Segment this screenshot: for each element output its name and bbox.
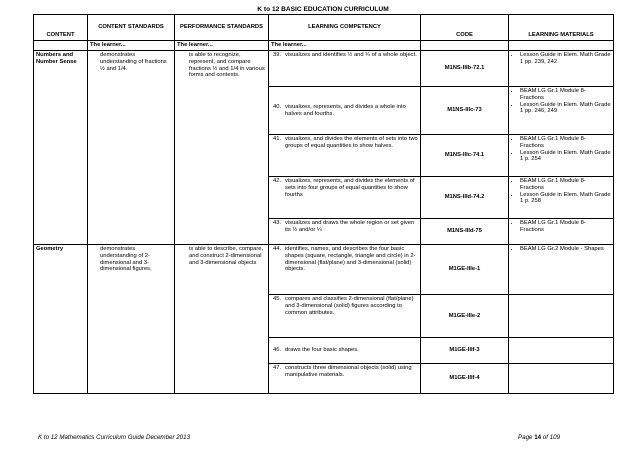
competency-text: visualizes and identifies ½ and ¼ of a whole object.: [285, 52, 417, 58]
header-row: [34, 15, 614, 41]
competency-text: visualizes, represents, and divides a whole into halves and fourths.: [285, 103, 406, 117]
materials-cell: [509, 364, 614, 394]
code-cell: M1NS-IIIc-74.1: [421, 135, 509, 177]
header-content: CONTENT: [34, 15, 88, 41]
header-code: CODE: [421, 15, 509, 41]
material-item: • Lesson Guide in Elem. Math Grade 1 p. 254: [520, 150, 611, 164]
materials-cell: [509, 87, 614, 135]
header-performance-standards: PERFORMANCE STANDARDS: [175, 15, 269, 41]
competency-cell: [269, 177, 421, 219]
header-learning-competency: LEARNING COMPETENCY: [269, 15, 421, 41]
competency-text: constructs three dimensional objects (solid) using manipulative materials.: [285, 365, 412, 378]
competency-number: 47.: [273, 365, 282, 371]
content-standard-cell: demonstrates understanding of fractions ½ and 1/4.: [88, 51, 175, 245]
performance-standard-cell: is able to describe, compare, and construct 2-dimensional and 3-dimensional objects: [175, 245, 269, 394]
materials-cell: [509, 177, 614, 219]
code-cell: M1NS-IIId-75: [421, 219, 509, 245]
competency-number: 39.: [273, 52, 282, 58]
code-cell: M1GE-IIIe-1: [421, 245, 509, 295]
material-item: • BEAM LG Gr.1 Module 8- Fractions: [520, 220, 611, 234]
learner-blank: [34, 41, 88, 51]
competency-cell: [269, 135, 421, 177]
competency-cell: [269, 219, 421, 245]
material-item: • BEAM LG Gr.1 Module 8- Fractions: [520, 88, 611, 102]
code-cell: M1NS-IIId-74.2: [421, 177, 509, 219]
learner-cs: The learner...: [88, 41, 175, 51]
material-item: • Lesson Guide in Elem. Math Grade 1 pp. 239, 242: [520, 52, 611, 66]
code-cell: M1GE-IIIe-2: [421, 295, 509, 338]
code-cell: M1GE-IIIf-4: [421, 364, 509, 394]
material-item: • BEAM LG Gr.1 Module 8- Fractions: [520, 136, 611, 150]
competency-number: 44.: [273, 246, 282, 252]
page-num: 14: [534, 434, 542, 441]
learner-code-blank: [421, 41, 509, 51]
material-item: • Lesson Guide in Elem. Math Grade 1 p. 258: [520, 192, 611, 206]
materials-cell: [509, 51, 614, 87]
competency-number: 41.: [273, 136, 282, 142]
competency-cell: [269, 87, 421, 135]
competency-cell: [269, 364, 421, 394]
competency-text: visualizes and draws the whole region or set given its ½ and/or ¼: [285, 220, 415, 233]
table-row: [34, 245, 614, 295]
competency-cell: [269, 338, 421, 364]
performance-standard-cell: is able to recognize, represent, and compare fractions ½ and 1/4 in various forms and contexts.: [175, 51, 269, 245]
competency-text: compares and classifies 2-dimensional (flat/plane) and 3-dimensional (solid) figures according to common attributes.: [285, 296, 414, 316]
material-item: • BEAM LG Gr.2 Module - Shapes: [520, 246, 611, 253]
content-cell: Geometry: [34, 245, 88, 394]
table-row: [34, 51, 614, 87]
competency-number: 40.: [273, 103, 282, 110]
code-cell: M1NS-IIIb-72.1: [421, 51, 509, 87]
page-of: of 109: [542, 434, 561, 441]
header-content-standards: CONTENT STANDARDS: [88, 15, 175, 41]
content-standard-cell: demonstrates understanding of 2-dimensional and 3-dimensional figures.: [88, 245, 175, 394]
learner-row: [34, 41, 614, 51]
materials-cell: [509, 219, 614, 245]
page-label: Page: [518, 434, 533, 441]
competency-number: 43.: [273, 220, 282, 226]
material-item: • Lesson Guide in Elem. Math Grade 1 pp. 246, 249: [520, 102, 611, 116]
document-title: K to 12 BASIC EDUCATION CURRICULUM: [257, 6, 389, 13]
code-cell: M1NS-IIIc-73: [421, 87, 509, 135]
competency-text: draws the four basic shapes.: [285, 347, 359, 354]
learner-ps: The learner...: [175, 41, 269, 51]
materials-cell: [509, 295, 614, 338]
footer-guide-title: K to 12 Mathematics Curriculum Guide December 2013: [38, 434, 191, 441]
code-cell: M1GE-IIIf-3: [421, 338, 509, 364]
competency-cell: [269, 245, 421, 295]
content-cell: Numbers and Number Sense: [34, 51, 88, 245]
competency-cell: [269, 295, 421, 338]
learner-lc: The learner...: [269, 41, 421, 51]
header-learning-materials: LEARNING MATERIALS: [509, 15, 614, 41]
competency-cell: [269, 51, 421, 87]
competency-text: visualizes, represents, and divides the elements of sets into four groups of equal quantities to show fourths: [285, 178, 415, 198]
competency-number: 42.: [273, 178, 282, 184]
materials-cell: [509, 135, 614, 177]
material-item: • BEAM LG Gr.1 Module 8- Fractions: [520, 178, 611, 192]
learner-mat-blank: [509, 41, 614, 51]
footer-page-number: [518, 434, 560, 441]
materials-cell: [509, 245, 614, 295]
curriculum-page: [33, 6, 613, 394]
curriculum-table: [33, 14, 614, 394]
materials-cell: [509, 338, 614, 364]
competency-number: 45.: [273, 296, 282, 302]
competency-text: identifies, names, and describes the four basic shapes (square, rectangle, triangle and circle) in 2-dimensional (flat/plane) and 3-dimensional (solid) objects.: [285, 246, 416, 273]
competency-text: visualizes, and divides the elements of sets into two groups of equal quantities to show halves.: [285, 136, 418, 149]
competency-number: 46.: [273, 347, 282, 354]
